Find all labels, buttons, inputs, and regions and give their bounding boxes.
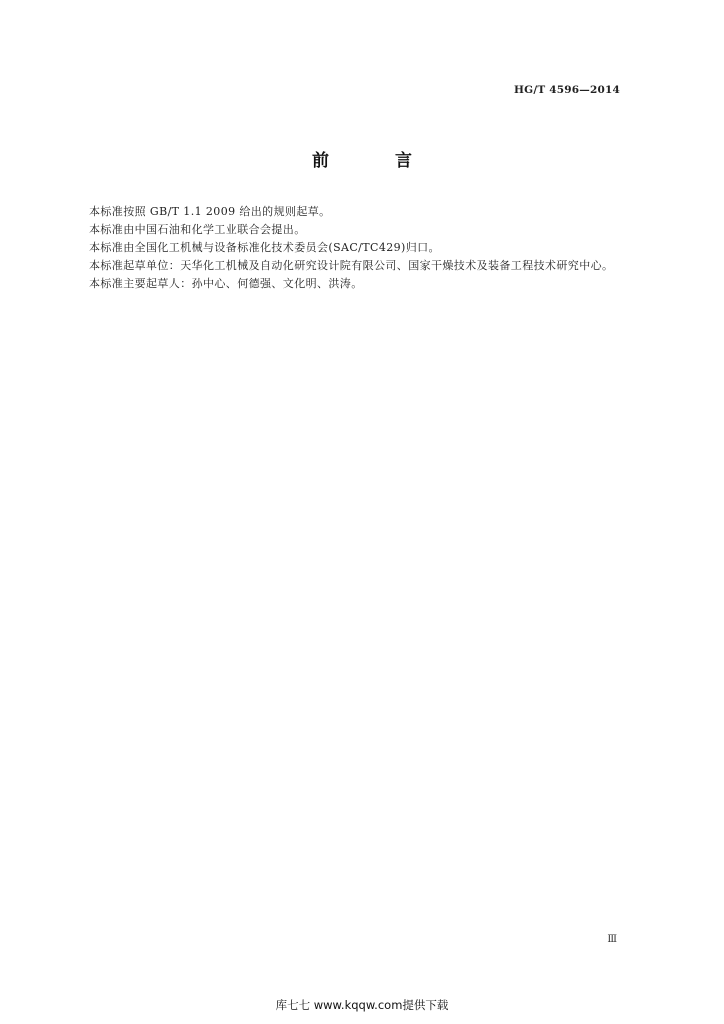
standard-code: HG/T 4596—2014: [514, 84, 620, 96]
paragraph-drafting-rules: 本标准按照 GB/T 1.1 2009 给出的规则起草。: [89, 205, 331, 218]
paragraph-committee: 本标准由全国化工机械与设备标准化技术委员会(SAC/TC429)归口。: [89, 241, 440, 254]
paragraph-drafters: 本标准主要起草人：孙中心、何德强、文化明、洪涛。: [89, 277, 363, 290]
page-number: Ⅲ: [607, 934, 617, 945]
paragraph-drafting-units: 本标准起草单位：天华化工机械及自动化研究设计院有限公司、国家干燥技术及装备工程技术研究中心。: [89, 259, 614, 272]
page-title: 前 言: [312, 151, 442, 171]
footer-watermark: 库七七 www.kqqw.com提供下载: [275, 998, 449, 1012]
paragraph-proposer: 本标准由中国石油和化学工业联合会提出。: [89, 223, 306, 236]
foreword-body: [64, 203, 622, 293]
